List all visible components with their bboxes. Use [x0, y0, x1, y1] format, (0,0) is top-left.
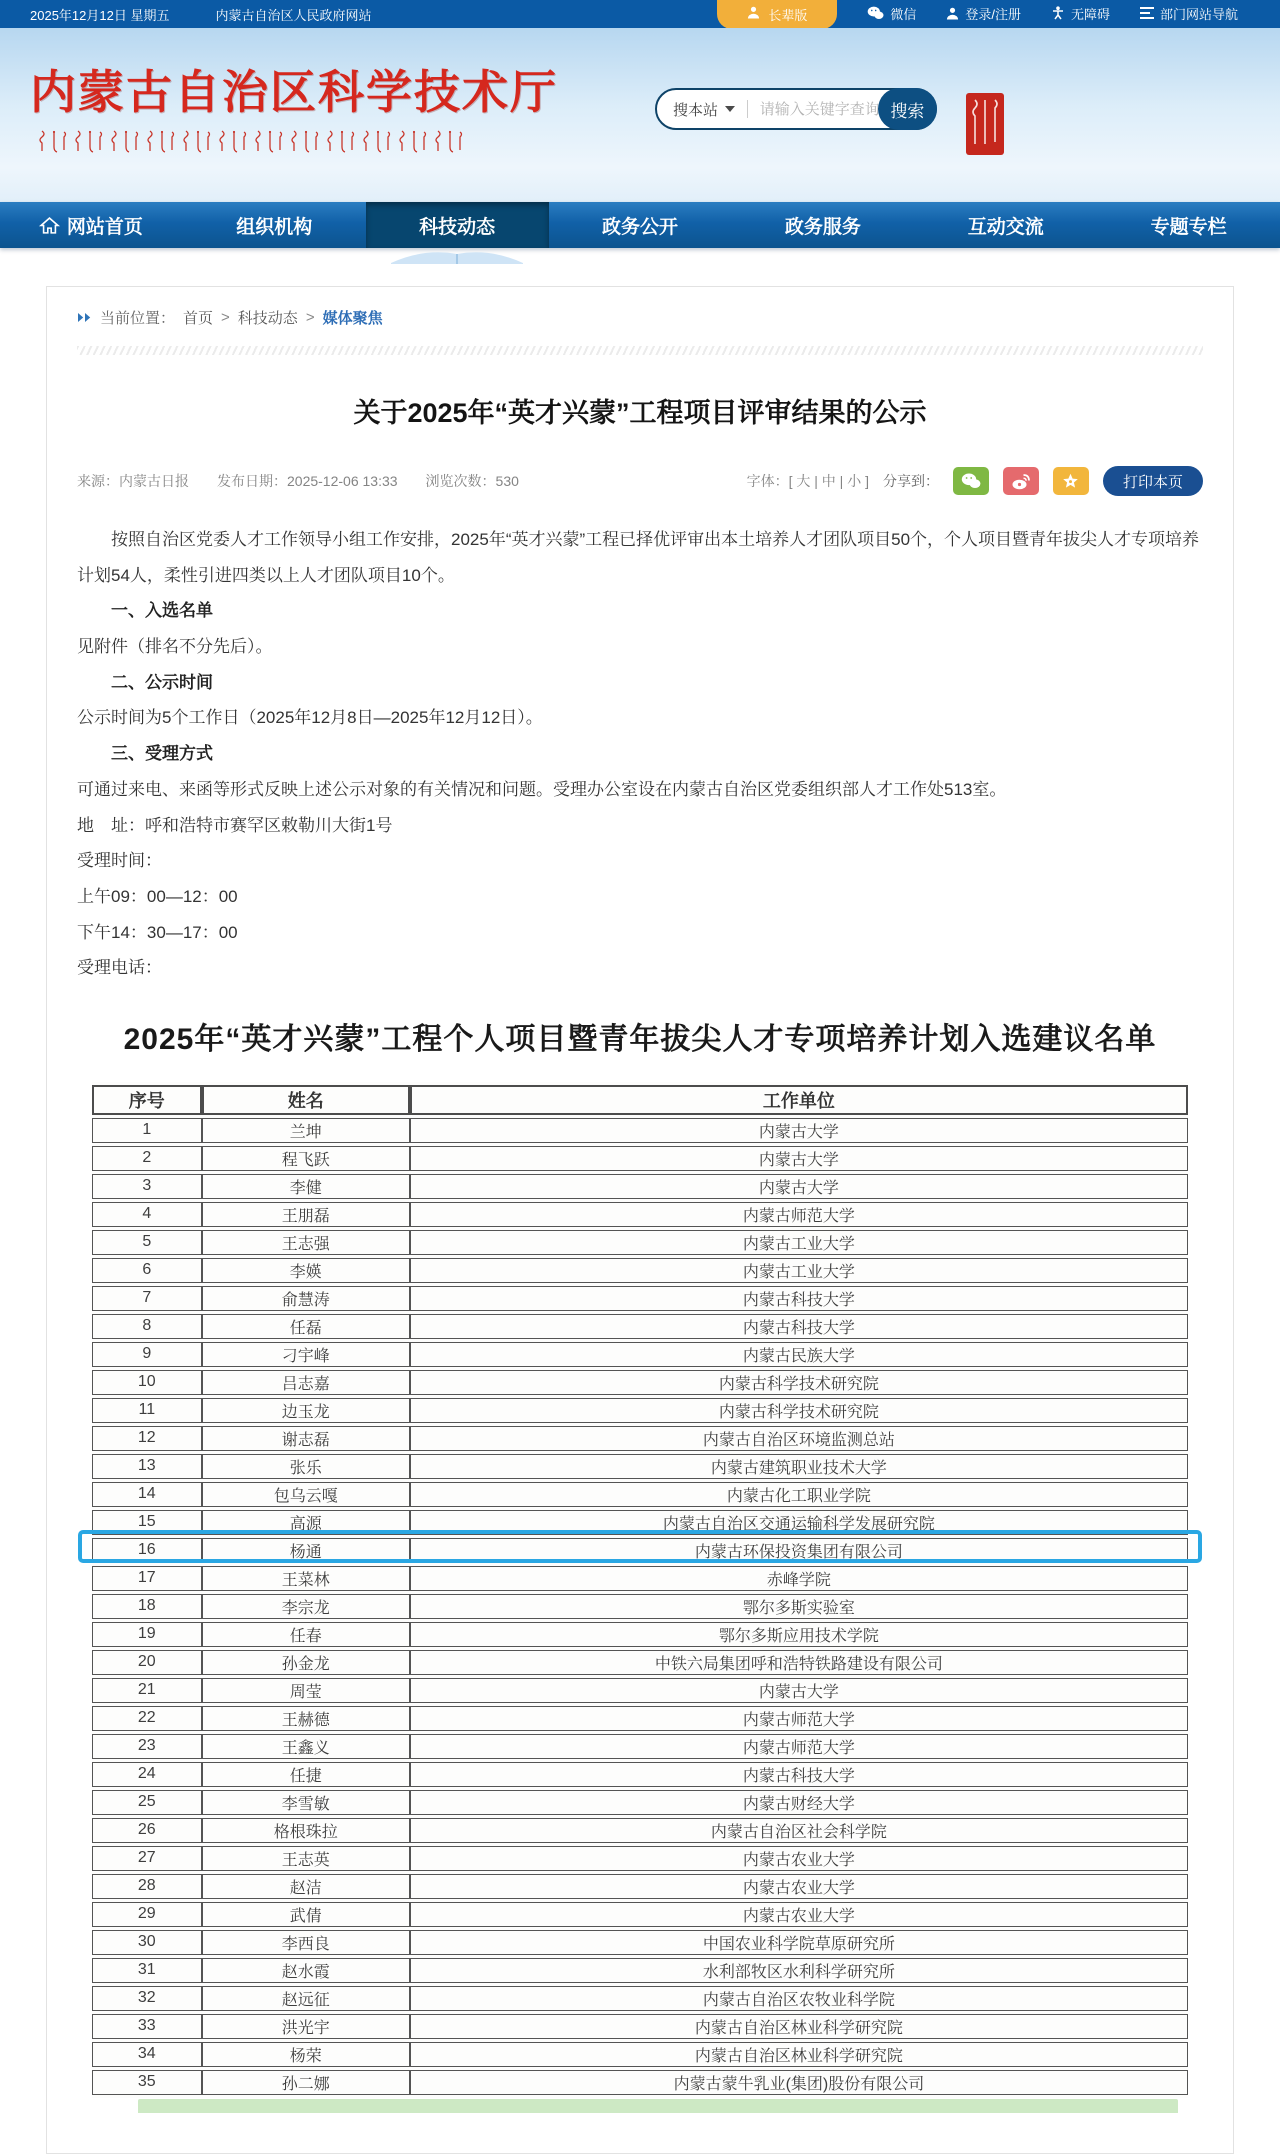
table-row [92, 1818, 1188, 1843]
attachment-scan [77, 1014, 1203, 2113]
table-cell: 赵水霞 [202, 1958, 410, 1983]
table-cell: 李健 [202, 1174, 410, 1199]
list-title: 2025年“英才兴蒙”工程个人项目暨青年拔尖人才专项培养计划入选建议名单 [123, 1022, 1157, 1056]
accessibility-icon [1051, 6, 1065, 20]
table-cell: 中铁六局集团呼和浩特铁路建设有限公司 [410, 1650, 1188, 1675]
person-icon [946, 7, 959, 20]
table-cell: 28 [92, 1874, 202, 1899]
nav-item-label: 网站首页 [66, 216, 143, 238]
table-cell: 内蒙古自治区林业科学研究院 [410, 2014, 1188, 2039]
table-cell: 李雪敏 [202, 1790, 410, 1815]
table-cell: 内蒙古科技大学 [410, 1286, 1188, 1311]
table-row [92, 1846, 1188, 1871]
table-cell: 吕志嘉 [202, 1370, 410, 1395]
table-cell: 赵洁 [202, 1874, 410, 1899]
table-cell: 任春 [202, 1622, 410, 1647]
nav-item-科技动态[interactable] [366, 202, 549, 248]
table-cell: 王朋磊 [202, 1202, 410, 1227]
table-cell: 赵远征 [202, 1986, 410, 2011]
table-cell: 王赫德 [202, 1706, 410, 1731]
table-cell: 25 [92, 1790, 202, 1815]
body-paragraph: 见附件（排名不分先后）。 [77, 637, 273, 657]
table-row [92, 1678, 1188, 1703]
table-cell: 王鑫义 [202, 1734, 410, 1759]
table-cell: 包乌云嘎 [202, 1482, 410, 1507]
font-size-widget[interactable]: 字体：[ 大 | 中 | 小 ] [746, 473, 869, 489]
table-row [92, 1286, 1188, 1311]
table-cell: 赤峰学院 [410, 1566, 1188, 1591]
table-cell: 王志强 [202, 1230, 410, 1255]
table-cell: 内蒙古大学 [410, 1146, 1188, 1171]
share-label: 分享到： [882, 473, 939, 489]
content-panel [46, 286, 1234, 2154]
table-row [92, 1510, 1188, 1535]
table-cell: 26 [92, 1818, 202, 1843]
breadcrumb-item-首页[interactable]: 首页 [183, 310, 214, 327]
table-row [92, 1902, 1188, 1927]
table-cell: 5 [92, 1230, 202, 1255]
table-cell: 内蒙古蒙牛乳业(集团)股份有限公司 [410, 2070, 1188, 2095]
table-cell: 17 [92, 1566, 202, 1591]
table-cell: 程飞跃 [202, 1146, 410, 1171]
table-cell: 杨通 [202, 1538, 410, 1563]
table-cell: 30 [92, 1930, 202, 1955]
table-cell: 内蒙古环保投资集团有限公司 [410, 1538, 1188, 1563]
table-cell: 内蒙古师范大学 [410, 1706, 1188, 1731]
table-cell: 李宗龙 [202, 1594, 410, 1619]
table-cell: 11 [92, 1398, 202, 1423]
table-cell: 14 [92, 1482, 202, 1507]
article-view-count: 浏览次数：530 [425, 473, 519, 489]
table-row [92, 1454, 1188, 1479]
table-row [92, 1398, 1188, 1423]
table-row [92, 2042, 1188, 2067]
chevron-down-icon [725, 106, 735, 112]
table-row [92, 1342, 1188, 1367]
home-icon [40, 217, 59, 234]
table-cell: 1 [92, 1118, 202, 1143]
breadcrumb-item-科技动态[interactable]: 科技动态 [237, 310, 298, 327]
menu-icon [1140, 7, 1154, 19]
table-cell: 内蒙古工业大学 [410, 1258, 1188, 1283]
breadcrumb-separator: > [221, 309, 230, 326]
nav-item-政务公开[interactable] [549, 202, 732, 248]
table-cell: 34 [92, 2042, 202, 2067]
share-wechat-button[interactable] [953, 467, 989, 495]
main-navigation [0, 202, 1280, 248]
nav-item-label: 组织机构 [236, 216, 313, 238]
table-cell: 内蒙古科学技术研究院 [410, 1398, 1188, 1423]
table-cell: 边玉龙 [202, 1398, 410, 1423]
topbar-link-登录/注册[interactable] [946, 0, 1021, 27]
table-cell: 内蒙古工业大学 [410, 1230, 1188, 1255]
topbar-link-label: 无障碍 [1070, 6, 1110, 22]
table-row [92, 1986, 1188, 2011]
table-cell: 内蒙古师范大学 [410, 1202, 1188, 1227]
topbar-link-无障碍[interactable] [1051, 0, 1110, 27]
table-cell: 内蒙古大学 [410, 1118, 1188, 1143]
table-row [92, 1594, 1188, 1619]
share-favorite-button[interactable] [1053, 467, 1089, 495]
nav-item-互动交流[interactable] [914, 202, 1097, 248]
article-source: 来源：内蒙古日报 [77, 473, 189, 489]
topbar-link-label: 登录/注册 [965, 6, 1021, 22]
nav-item-组织机构[interactable] [183, 202, 366, 248]
table-cell: 内蒙古自治区林业科学研究院 [410, 2042, 1188, 2067]
table-cell: 谢志磊 [202, 1426, 410, 1451]
top-utility-bar [0, 0, 1280, 28]
mongolian-script-decoration [36, 130, 558, 161]
table-row [92, 1202, 1188, 1227]
table-cell: 格根珠拉 [202, 1818, 410, 1843]
nav-item-label: 专题专栏 [1150, 216, 1227, 238]
table-cell: 13 [92, 1454, 202, 1479]
section-heading: 二、公示时间 [111, 672, 213, 692]
site-logo[interactable] [30, 56, 558, 161]
table-row [92, 1538, 1188, 1563]
table-cell: 兰坤 [202, 1118, 410, 1143]
table-cell: 15 [92, 1510, 202, 1535]
table-cell: 杨荣 [202, 2042, 410, 2067]
table-cell: 内蒙古自治区社会科学院 [410, 1818, 1188, 1843]
table-cell: 内蒙古科学技术研究院 [410, 1370, 1188, 1395]
article-publish-date: 发布日期：2025-12-06 13:33 [217, 473, 398, 489]
table-cell: 王志英 [202, 1846, 410, 1871]
table-cell: 内蒙古科技大学 [410, 1314, 1188, 1339]
print-page-button[interactable]: 打印本页 [1103, 466, 1203, 496]
search-scope-label: 搜本站 [673, 101, 719, 119]
table-cell: 内蒙古自治区环境监测总站 [410, 1426, 1188, 1451]
column-header-姓名: 姓名 [202, 1085, 410, 1115]
elder-version-button[interactable] [717, 0, 837, 29]
search-input[interactable] [760, 101, 878, 118]
table-cell: 9 [92, 1342, 202, 1367]
topbar-link-微信[interactable] [867, 0, 916, 27]
elder-version-label: 长辈版 [768, 7, 808, 23]
table-header-row [92, 1085, 1188, 1115]
table-row [92, 1314, 1188, 1339]
table-cell: 4 [92, 1202, 202, 1227]
wechat-icon [867, 6, 884, 20]
topbar-link-部门网站导航[interactable] [1140, 0, 1238, 27]
nav-item-网站首页[interactable] [0, 202, 183, 248]
divider [747, 100, 748, 118]
person-icon [747, 6, 760, 22]
table-row [92, 1622, 1188, 1647]
table-cell: 内蒙古师范大学 [410, 1734, 1188, 1759]
table-cell: 武倩 [202, 1902, 410, 1927]
wechat-icon [961, 473, 981, 489]
table-cell: 内蒙古民族大学 [410, 1342, 1188, 1367]
table-cell: 7 [92, 1286, 202, 1311]
table-row [92, 1790, 1188, 1815]
table-cell: 任磊 [202, 1314, 410, 1339]
list-table [92, 1082, 1188, 2098]
table-cell: 8 [92, 1314, 202, 1339]
topbar-links [867, 0, 1238, 27]
table-cell: 20 [92, 1650, 202, 1675]
breadcrumb-separator: > [305, 309, 315, 326]
nav-item-政务服务[interactable] [731, 202, 914, 248]
body-paragraph: 按照自治区党委人才工作领导小组工作安排，2025年“英才兴蒙”工程已择优评审出本土培养人才团队项目50个，个人项目暨青年拔尖人才专项培养计划54人，柔性引进四类以上人才团队项目10个。 [77, 530, 1200, 585]
table-cell: 内蒙古大学 [410, 1174, 1188, 1199]
table-cell: 29 [92, 1902, 202, 1927]
nav-item-label: 科技动态 [419, 216, 496, 238]
list-table-wrap [92, 1082, 1188, 2113]
table-row [92, 1482, 1188, 1507]
table-cell: 内蒙古农业大学 [410, 1846, 1188, 1871]
table-row [92, 1650, 1188, 1675]
table-row [92, 1762, 1188, 1787]
topbar-link-label: 部门网站导航 [1159, 6, 1238, 22]
table-cell: 10 [92, 1370, 202, 1395]
search-button[interactable]: 搜索 [878, 88, 937, 130]
hatched-divider [77, 346, 1203, 355]
table-row [92, 1146, 1188, 1171]
topbar-link-label: 微信 [890, 6, 917, 22]
table-cell: 水利部牧区水利科学研究所 [410, 1958, 1188, 1983]
section-heading: 一、入选名单 [111, 601, 213, 621]
breadcrumb-item-媒体聚焦[interactable]: 媒体聚焦 [322, 310, 383, 327]
table-cell: 16 [92, 1538, 202, 1563]
table-cell: 内蒙古自治区农牧业科学院 [410, 1986, 1188, 2011]
weibo-icon [1011, 473, 1031, 490]
table-cell: 2 [92, 1146, 202, 1171]
table-cell: 内蒙古大学 [410, 1678, 1188, 1703]
nav-item-label: 互动交流 [967, 216, 1044, 238]
table-cell: 中国农业科学院草原研究所 [410, 1930, 1188, 1955]
section-heading: 三、受理方式 [111, 744, 213, 764]
table-cell: 张乐 [202, 1454, 410, 1479]
table-row [92, 1930, 1188, 1955]
table-row [92, 2070, 1188, 2095]
table-cell: 王菜林 [202, 1566, 410, 1591]
table-cell: 35 [92, 2070, 202, 2095]
body-paragraph: 受理时间： [77, 851, 162, 871]
breadcrumb-prefix: 当前位置： [100, 310, 176, 327]
table-cell: 洪光宇 [202, 2014, 410, 2039]
table-cell: 内蒙古财经大学 [410, 1790, 1188, 1815]
table-cell: 33 [92, 2014, 202, 2039]
table-cell: 孙二娜 [202, 2070, 410, 2095]
table-cell: 12 [92, 1426, 202, 1451]
nav-item-专题专栏[interactable] [1097, 202, 1280, 248]
body-paragraph: 地 址：呼和浩特市赛罕区敕勒川大街1号 [77, 815, 393, 835]
table-row [92, 1370, 1188, 1395]
table-row [92, 1958, 1188, 1983]
table-cell: 周莹 [202, 1678, 410, 1703]
table-cell: 19 [92, 1622, 202, 1647]
site-search [655, 88, 937, 130]
table-row [92, 1230, 1188, 1255]
table-row [92, 1706, 1188, 1731]
table-cell: 俞慧涛 [202, 1286, 410, 1311]
table-cell: 鄂尔多斯应用技术学院 [410, 1622, 1188, 1647]
article-title: 关于2025年“英才兴蒙”工程项目评审结果的公示 [353, 398, 927, 428]
table-cell: 23 [92, 1734, 202, 1759]
star-icon [1062, 473, 1079, 489]
list-table-body [92, 1118, 1188, 2095]
table-cell: 31 [92, 1958, 202, 1983]
table-cell: 32 [92, 1986, 202, 2011]
table-cell: 内蒙古科技大学 [410, 1762, 1188, 1787]
next-row-green-highlight [138, 2099, 1178, 2113]
current-date: 2025年12月12日 星期五 [30, 7, 170, 23]
red-seal-stamp [965, 92, 1005, 161]
column-header-工作单位: 工作单位 [410, 1085, 1188, 1115]
table-cell: 刁宇峰 [202, 1342, 410, 1367]
table-row [92, 1426, 1188, 1451]
share-weibo-button[interactable] [1003, 467, 1039, 495]
nav-item-label: 政务公开 [602, 216, 679, 238]
table-row [92, 1258, 1188, 1283]
search-scope-dropdown[interactable] [673, 99, 735, 120]
table-row [92, 1734, 1188, 1759]
breadcrumb [77, 307, 1203, 328]
table-cell: 高源 [202, 1510, 410, 1535]
table-cell: 3 [92, 1174, 202, 1199]
table-cell: 李西良 [202, 1930, 410, 1955]
article-meta-row [77, 466, 1203, 496]
table-row [92, 1174, 1188, 1199]
nav-item-label: 政务服务 [784, 216, 861, 238]
article-body [77, 522, 1203, 986]
table-row [92, 1874, 1188, 1899]
table-cell: 内蒙古建筑职业技术大学 [410, 1454, 1188, 1479]
table-cell: 18 [92, 1594, 202, 1619]
column-header-序号: 序号 [92, 1085, 202, 1115]
table-cell: 21 [92, 1678, 202, 1703]
open-book-decoration [391, 246, 523, 269]
table-cell: 24 [92, 1762, 202, 1787]
site-title: 内蒙古自治区科学技术厅 [30, 66, 558, 118]
table-cell: 6 [92, 1258, 202, 1283]
table-cell: 22 [92, 1706, 202, 1731]
site-header [0, 28, 1280, 202]
table-cell: 内蒙古农业大学 [410, 1902, 1188, 1927]
table-row [92, 1566, 1188, 1591]
gov-site-link[interactable]: 内蒙古自治区人民政府网站 [215, 7, 372, 23]
table-cell: 内蒙古自治区交通运输科学发展研究院 [410, 1510, 1188, 1535]
table-cell: 孙金龙 [202, 1650, 410, 1675]
body-paragraph: 上午09：00—12：00 [77, 886, 238, 906]
breadcrumb-arrow-icon [77, 312, 92, 323]
table-row [92, 1118, 1188, 1143]
table-cell: 任捷 [202, 1762, 410, 1787]
body-paragraph: 公示时间为5个工作日（2025年12月8日—2025年12月12日）。 [77, 708, 543, 728]
table-cell: 李媖 [202, 1258, 410, 1283]
body-paragraph: 下午14：30—17：00 [77, 922, 238, 942]
table-cell: 内蒙古化工职业学院 [410, 1482, 1188, 1507]
table-row [92, 2014, 1188, 2039]
table-cell: 27 [92, 1846, 202, 1871]
table-cell: 内蒙古农业大学 [410, 1874, 1188, 1899]
table-cell: 鄂尔多斯实验室 [410, 1594, 1188, 1619]
body-paragraph: 可通过来电、来函等形式反映上述公示对象的有关情况和问题。受理办公室设在内蒙古自治区党委组织部人才工作处513室。 [77, 779, 1007, 799]
body-paragraph: 受理电话： [77, 958, 162, 978]
